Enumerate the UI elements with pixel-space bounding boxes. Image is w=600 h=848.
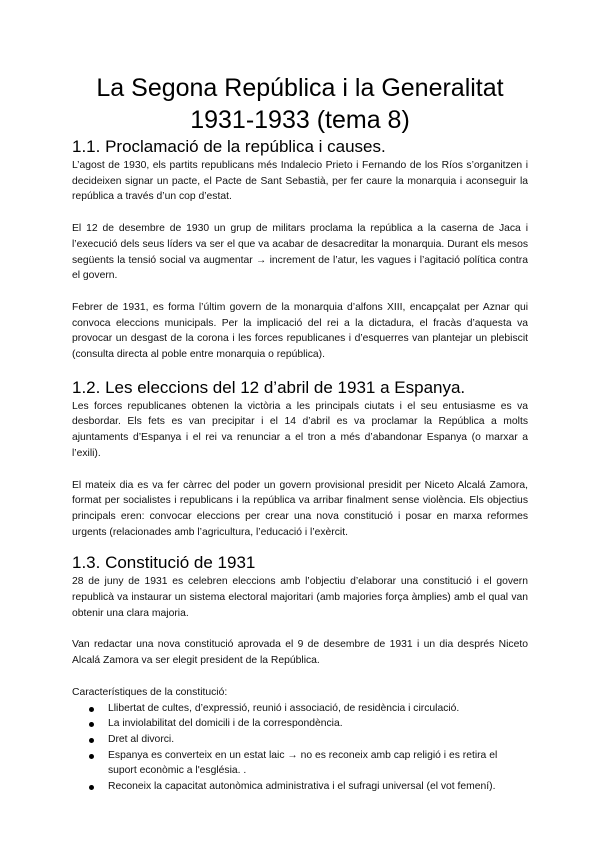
paragraph: Van redactar una nova constitució aprovada el 9 de desembre de 1931 i un dia després Niceto Alcalá Zamora va ser elegit president de la República. — [72, 639, 528, 667]
paragraph: Febrer de 1931, es forma l’últim govern de la monarquia d’alfons XIII, encapçalat per Aznar qui convoca eleccions municipals. Per la implicació del rei a la dictadura, el fracàs d’aquesta va provocar un desgast de la corona i les forces republicanes i d’esquerres van plantejar un plebiscit (consulta directa al poble entre monarquia o república). — [72, 301, 528, 361]
list-item: Reconeix la capacitat autonòmica administrativa i el sufragi universal (el vot femení). — [108, 779, 528, 795]
section-heading: 1.3. Constitució de 1931 — [72, 553, 256, 573]
paragraph: El mateix dia es va fer càrrec del poder un govern provisional presidit per Niceto Alcalá Zamora, format per socialistes i republicans i la república va arribar finalment sense violència. Els objectius principals eren: convocar eleccions per crear una nova constitució i posar en marxa reformes urgents (relacionades amb l’agricultura, l’educació i l’exèrcit. — [72, 479, 528, 538]
list-item: Espanya es converteix en un estat laic → no es reconeix amb cap religió i es retira el suport econòmic a l'església. . — [108, 748, 528, 779]
list-item: Llibertat de cultes, d’expressió, reunió i associació, de residència i circulació. — [108, 701, 528, 717]
title-line-2: 1931-1933 (tema 8) — [190, 106, 410, 134]
section-heading: 1.2. Les eleccions del 12 d’abril de 1931 a Espanya. — [72, 377, 466, 397]
section-1 — [72, 136, 528, 363]
list-item: Dret al divorci. — [108, 732, 528, 748]
list-item: La inviolabilitat del domicili i de la correspondència. — [108, 716, 528, 732]
title-line-1: La Segona República i la Generalitat — [96, 74, 504, 102]
paragraph: L’agost de 1930, els partits republicans més Indalecio Prieto i Fernando de los Ríos s’organitzen i decideixen signar un pacte, el Pacte de Sant Sebastià, per fer caure la monarquia i aconseguir la república a través d’un cop d’estat. — [72, 160, 528, 203]
paragraph: El 12 de desembre de 1930 un grup de militars proclama la república a la caserna de Jaca i l’execució dels seus líders va ser el que va acabar de desacreditar la monarquia. Durant els mesos següents la tensió social va augmentar → increment de l’atur, les vagues i l’agitació política contra el govern. — [72, 223, 528, 282]
paragraph: 28 de juny de 1931 es celebren eleccions amb l’objectiu d’elaborar una constitució i el govern republicà va instaurar un sistema electoral majoritari (amb majories força àmplies) amb el qual van obtenir una clara majoria. — [72, 576, 528, 619]
list-intro: Característiques de la constitució: — [72, 686, 228, 698]
section-3 — [72, 552, 528, 794]
section-2 — [72, 377, 528, 541]
section-heading: 1.1. Proclamació de la república i causes. — [72, 137, 386, 156]
paragraph: Les forces republicanes obtenen la victòria a les principals ciutats i el seu entusiasme es va desbordar. Els fets es van precipitar i el 14 d’abril es va proclamar la República a molts ajuntaments d’Espanya i el rei va renunciar a el tron a més d’abandonar Espanya (o marxar a l’exili). — [72, 400, 528, 459]
document-title — [72, 72, 528, 136]
characteristics-list — [72, 701, 528, 795]
